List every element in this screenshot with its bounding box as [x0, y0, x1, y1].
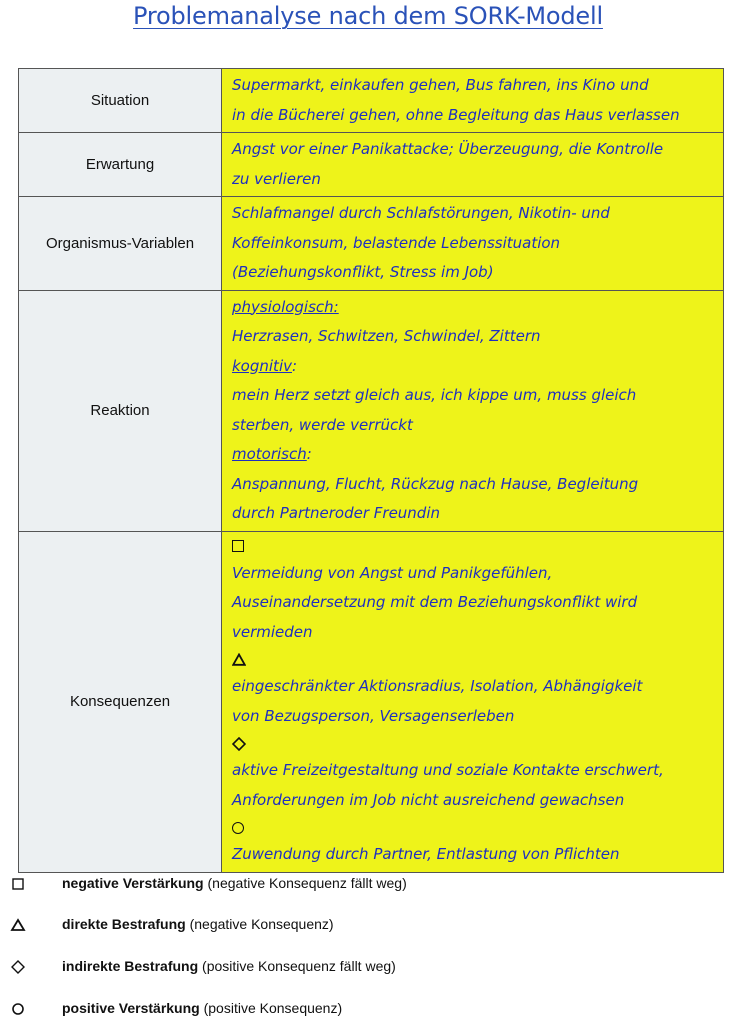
text-line: eingeschränkter Aktionsradius, Isolation, Abhängigkeit	[232, 677, 643, 695]
text-line: Auseinandersetzung mit dem Beziehungskonflikt wird	[232, 593, 638, 611]
legend-description: (negative Konsequenz fällt weg)	[203, 875, 407, 891]
row-content-erwartung	[222, 133, 724, 197]
text-line: Anforderungen im Job nicht ausreichend gewachsen	[232, 790, 625, 809]
text-line: Anspannung, Flucht, Rückzug nach Hause, Begleitung	[232, 474, 639, 493]
motorisch-heading: motorisch	[232, 445, 307, 463]
text-line: in die Bücherei gehen, ohne Begleitung das Haus verlassen	[232, 105, 680, 124]
legend-term: indirekte Bestrafung	[62, 958, 199, 974]
triangle-icon	[10, 917, 26, 933]
table-row-konsequenzen	[19, 531, 724, 872]
row-label-reaktion: Reaktion	[19, 290, 222, 531]
table-row-organismus	[19, 197, 724, 291]
sork-table	[18, 68, 724, 873]
text-line: Angst vor einer Panikattacke; Überzeugung, die Kontrolle	[232, 140, 664, 158]
legend-term: direkte Bestrafung	[62, 916, 186, 932]
diamond-icon	[10, 959, 26, 975]
row-content-organismus	[222, 197, 724, 291]
text-line: Herzrasen, Schwitzen, Schwindel, Zittern	[232, 327, 541, 345]
diamond-icon	[232, 737, 246, 751]
triangle-icon	[232, 653, 246, 666]
physiologisch-heading: physiologisch:	[232, 297, 339, 316]
legend-term: positive Verstärkung	[62, 1000, 200, 1016]
row-label-erwartung: Erwartung	[19, 133, 222, 197]
text-line: Zuwendung durch Partner, Entlastung von Pflichten	[232, 845, 620, 863]
row-content-reaktion: physiologisch: Herzrasen, Schwitzen, Schwindel, Zittern kognitiv: mein Herz setzt gleich aus, ich kippe um, muss gleich sterben, werde verrückt motorisch: Anspannung, Flucht, Rückzug nach Hause, Begleitung durch Partneroder Freundin	[222, 290, 724, 531]
legend-description: (positive Konsequenz)	[199, 1000, 343, 1016]
circle-icon	[232, 822, 244, 834]
row-label-situation: Situation	[19, 69, 222, 133]
legend-term: negative Verstärkung	[62, 875, 204, 891]
text-line: Koffeinkonsum, belastende Lebenssituation	[232, 233, 561, 252]
text-line: (Beziehungskonflikt, Stress im Job)	[232, 263, 494, 281]
square-icon	[232, 540, 244, 552]
legend-item-negative-verstaerkung	[0, 872, 736, 896]
text-line: vermieden	[232, 622, 313, 641]
text-line: sterben, werde verrückt	[232, 415, 413, 434]
legend-item-positive-verstaerkung	[0, 997, 736, 1021]
square-icon	[10, 876, 26, 892]
kognitiv-heading: kognitiv	[232, 356, 292, 375]
text-line: aktive Freizeitgestaltung und soziale Kontakte erschwert,	[232, 761, 664, 779]
table-row-erwartung	[19, 133, 724, 197]
legend-item-indirekte-bestrafung	[0, 955, 736, 979]
legend-description: (positive Konsequenz fällt weg)	[198, 958, 396, 974]
legend-description: (negative Konsequenz)	[185, 916, 334, 932]
text-line: Supermarkt, einkaufen gehen, Bus fahren, ins Kino und	[232, 76, 649, 94]
table-row-reaktion	[19, 290, 724, 531]
text-line: mein Herz setzt gleich aus, ich kippe um, muss gleich	[232, 386, 637, 404]
row-label-konsequenzen: Konsequenzen	[19, 531, 222, 872]
text-line: von Bezugsperson, Versagenserleben	[232, 706, 515, 725]
text-line: Schlafmangel durch Schlafstörungen, Nikotin- und	[232, 204, 610, 222]
circle-icon	[10, 1001, 26, 1017]
page-title: Problemanalyse nach dem SORK-Modell	[133, 2, 603, 30]
text-line: Vermeidung von Angst und Panikgefühlen,	[232, 563, 553, 582]
row-label-organismus: Organismus-Variablen	[19, 197, 222, 291]
legend-item-direkte-bestrafung	[0, 913, 736, 937]
text-line: zu verlieren	[232, 169, 321, 188]
table-row-situation	[19, 69, 724, 133]
row-content-situation	[222, 69, 724, 133]
row-content-konsequenzen	[222, 531, 724, 872]
text-line: durch Partneroder Freundin	[232, 504, 441, 522]
